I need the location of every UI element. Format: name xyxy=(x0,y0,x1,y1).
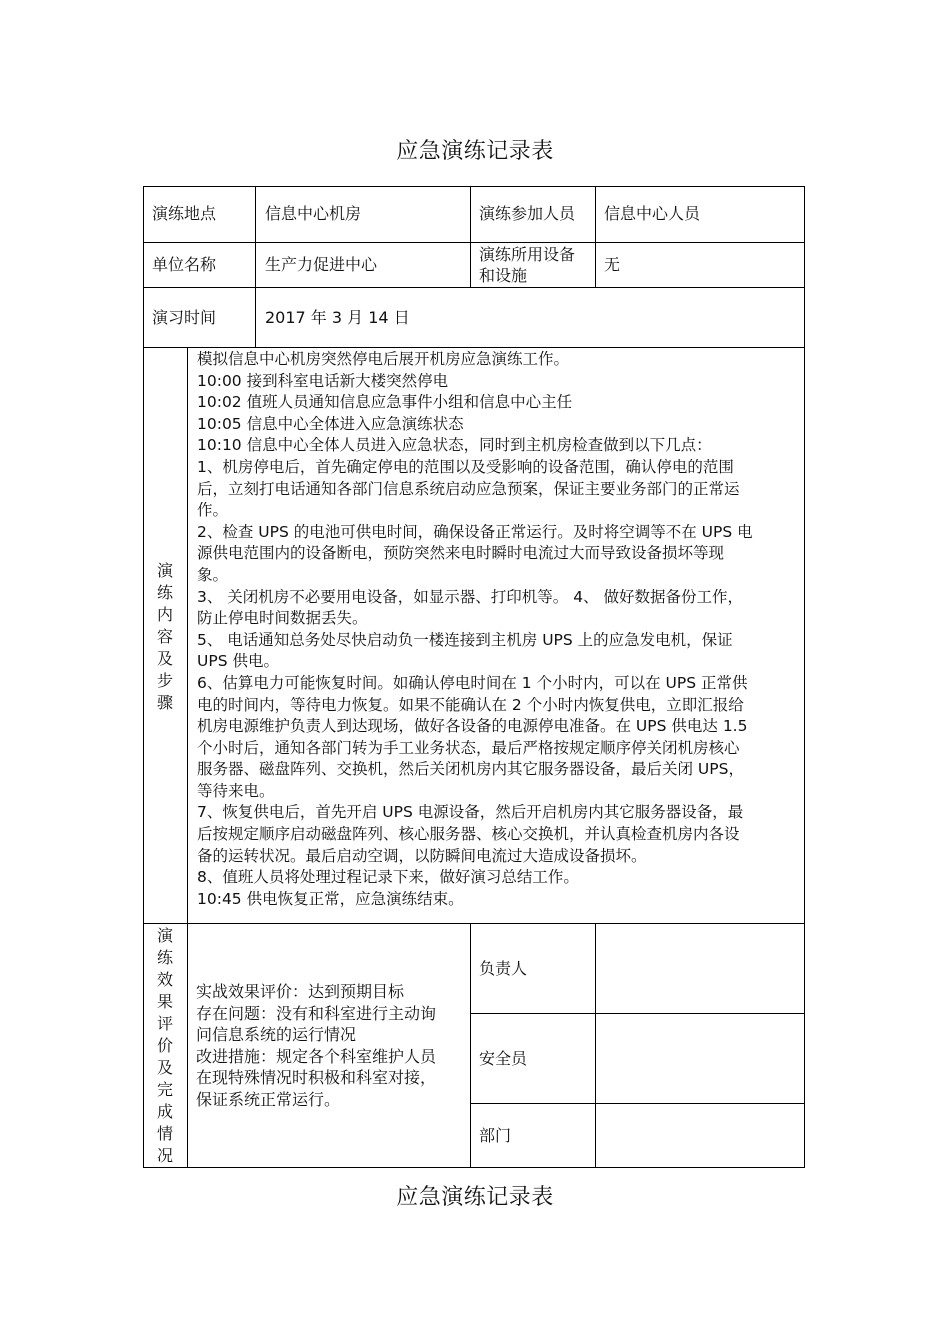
content-line: 10:02 值班人员通知信息应急事件小组和信息中心主任 xyxy=(197,393,573,412)
content-line: 10:00 接到科室电话新大楼突然停电 xyxy=(197,371,449,390)
value-drill-location: 信息中心机房 xyxy=(265,204,362,223)
label-responsible-person: 负责人 xyxy=(479,958,528,978)
content-line: 服务器、磁盘阵列、交换机，然后关闭机房内其它服务器设备，最后关闭 UPS， xyxy=(197,760,744,779)
content-line: 2、检查 UPS 的电池可供电时间，确保设备正常运行。及时将空调等不在 UPS 电 xyxy=(197,522,753,541)
content-line: 5、 电话通知总务处尽快启动负一楼连接到主机房 UPS 上的应急发电机，保证 xyxy=(197,630,733,649)
content-line: 7、恢复供电后，首先开启 UPS 电源设备，然后开启机房内其它服务器设备，最 xyxy=(197,803,744,822)
label-drill-location: 演练地点 xyxy=(152,204,217,223)
label-drill-participants: 演练参加人员 xyxy=(479,204,576,223)
label-drill-equipment-line: 演练所用设备 xyxy=(479,245,576,264)
content-line: 机房电源维护负责人到达现场，做好各设备的电源停电准备。在 UPS 供电达 1.5 xyxy=(197,717,748,736)
label-safety-officer: 安全员 xyxy=(479,1048,528,1068)
content-line: 个小时后，通知各部门转为手工业务状态，最后严格按规定顺序停关闭机房核心 xyxy=(197,738,740,757)
value-unit-name: 生产力促进中心 xyxy=(265,255,378,274)
label-drill-content-steps: 演 练 内 容 及 步 骤 xyxy=(156,561,173,712)
content-line: 3、 关闭机房不必要用电设备，如显示器、打印机等。 4、 做好数据备份工作， xyxy=(197,587,744,606)
content-line: 8、值班人员将处理过程记录下来，做好演习总结工作。 xyxy=(197,868,579,887)
label-unit-name: 单位名称 xyxy=(152,255,217,274)
drill-record-table xyxy=(143,186,805,1168)
value-drill-participants: 信息中心人员 xyxy=(604,204,701,223)
content-line: 象。 xyxy=(197,565,229,584)
content-line: 等待来电。 xyxy=(197,781,275,800)
value-drill-equipment: 无 xyxy=(604,255,621,274)
content-line: 10:45 供电恢复正常，应急演练结束。 xyxy=(197,889,464,908)
content-line: 电的时间内，等待电力恢复。如果不能确认在 2 个小时内恢复供电，立即汇报给 xyxy=(197,695,744,714)
evaluation-line: 改进措施：规定各个科室维护人员 xyxy=(196,1046,437,1066)
label-drill-equipment-line: 和设施 xyxy=(479,266,528,285)
evaluation-line: 实战效果评价：达到预期目标 xyxy=(196,982,405,1001)
drill-content-steps xyxy=(197,349,799,910)
content-line: 模拟信息中心机房突然停电后展开机房应急演练工作。 xyxy=(197,350,570,368)
content-line: 作。 xyxy=(197,501,229,520)
content-line: 源供电范围内的设备断电，预防突然来电时瞬时电流过大而导致设备损坏等现 xyxy=(197,544,725,563)
content-line: 6、估算电力可能恢复时间。如确认停电时间在 1 个小时内，可以在 UPS 正常供 xyxy=(197,673,748,692)
evaluation-line: 保证系统正常运行。 xyxy=(196,1089,341,1109)
content-line: 1、机房停电后，首先确定停电的范围以及受影响的设备范围，确认停电的范围 xyxy=(197,457,734,476)
content-line: 备的运转状况。最后启动空调，以防瞬间电流过大造成设备损坏。 xyxy=(197,846,647,865)
value-drill-time: 2017 年 3 月 14 日 xyxy=(265,307,410,327)
content-line: 防止停电时间数据丢失。 xyxy=(197,609,368,628)
evaluation-line: 存在问题：没有和科室进行主动询 xyxy=(196,1003,437,1023)
content-line: 后，立刻打电话通知各部门信息系统启动应急预案，保证主要业务部门的正常运 xyxy=(197,479,740,498)
label-department: 部门 xyxy=(479,1125,512,1145)
label-drill-equipment xyxy=(479,244,575,286)
content-line: 10:05 信息中心全体进入应急演练状态 xyxy=(197,414,464,433)
content-line: 后按规定顺序启动磁盘阵列、核心服务器、核心交换机，并认真检查机房内各设 xyxy=(197,825,740,844)
page-title: 应急演练记录表 xyxy=(396,139,554,164)
evaluation-line: 在现特殊情况时积极和科室对接， xyxy=(196,1068,437,1087)
evaluation-line: 问信息系统的运行情况 xyxy=(196,1025,357,1044)
label-drill-time: 演习时间 xyxy=(152,307,217,327)
label-drill-evaluation: 演 练 效 果 评 价 及 完 成 情 况 xyxy=(156,926,173,1165)
content-line: UPS 供电。 xyxy=(197,652,279,671)
page-title-repeat: 应急演练记录表 xyxy=(396,1185,554,1210)
drill-evaluation-text xyxy=(196,981,468,1110)
content-line: 10:10 信息中心全体人员进入应急状态，同时到主机房检查做到以下几点： xyxy=(197,436,712,455)
